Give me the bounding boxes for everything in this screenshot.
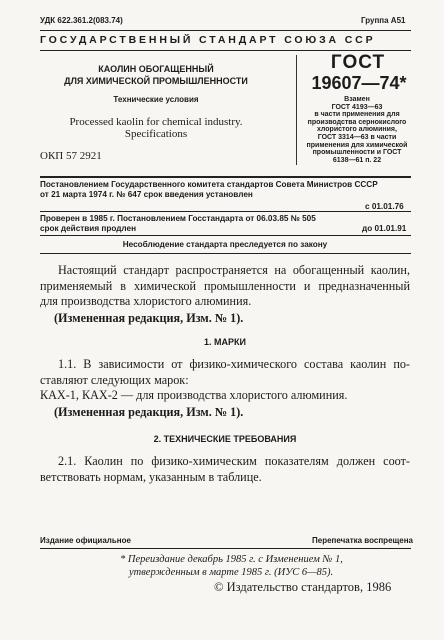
title-divider — [296, 55, 297, 165]
standard-banner: ГОСУДАРСТВЕННЫЙ СТАНДАРТ СОЮЗА ССР — [40, 34, 376, 46]
section-1-heading: 1. МАРКИ — [204, 337, 246, 347]
replaces-line: ГОСТ 3314—63 в части — [317, 133, 397, 141]
decree-line-1: Постановлением Государственного комитета стандартов Совета Министров СССР — [40, 180, 378, 189]
intro-paragraph — [40, 263, 410, 310]
title-subtitle: Технические условия — [113, 95, 199, 104]
publisher-copyright: © Издательство стандартов, 1986 — [214, 580, 392, 594]
paragraph-line: КАХ-1, КАХ-2 — для производства хлористого алюминия. — [40, 388, 348, 403]
footer-rule — [40, 548, 411, 549]
title-line-1: КАОЛИН ОБОГАЩЕННЫЙ — [98, 64, 214, 74]
law-warning: Несоблюдение стандарта преследуется по закону — [122, 240, 328, 249]
decree-bottom-rule — [40, 235, 411, 236]
decree-date-2: до 01.01.91 — [362, 224, 407, 233]
replaces-line: 6138—61 п. 22 — [332, 156, 382, 164]
paragraph-line: ветствовать нормам, указанным в таблице. — [40, 469, 262, 484]
decree-date-1: с 01.01.76 — [365, 202, 404, 211]
paragraph-line: для производства хлористого алюминия. — [40, 294, 252, 309]
replaces-line: промышленности и ГОСТ — [312, 149, 402, 157]
paragraph-line: 1.1. В зависимости от физико-химического состава каолин по- — [58, 357, 410, 371]
title-line-2: ДЛЯ ХИМИЧЕСКОЙ ПРОМЫШЛЕННОСТИ — [64, 76, 248, 86]
section-1-paragraph — [40, 357, 410, 404]
paragraph-line: 2.1. Каолин по физико-химическим показателям должен соот- — [58, 454, 410, 468]
reprint-footnote — [120, 553, 343, 579]
header-rule-top — [40, 30, 411, 31]
footnote-line: утвержденным в марте 1985 г. (ИУС 6—85). — [129, 567, 334, 578]
udk-code: УДК 622.361.2(083.74) — [40, 16, 123, 25]
section-1-edition-note: (Измененная редакция, Изм. № 1). — [54, 405, 244, 419]
decree-divider — [40, 211, 411, 212]
replaces-note — [302, 96, 412, 164]
okp-code: ОКП 57 2921 — [40, 150, 102, 162]
replaces-line: ГОСТ 4193—63 — [331, 103, 383, 111]
group-code: Группа А51 — [361, 16, 406, 25]
decree-line-4: срок действия продлен — [40, 224, 137, 233]
replaces-line: в части применения для — [314, 111, 400, 119]
gost-label: ГОСТ — [330, 52, 386, 73]
section-2-paragraph — [40, 454, 410, 485]
section-2-heading: 2. ТЕХНИЧЕСКИЕ ТРЕБОВАНИЯ — [153, 434, 297, 444]
decree-rule — [40, 176, 411, 178]
replaces-line: производства сернокислого — [307, 118, 407, 126]
warning-rule — [40, 253, 411, 254]
decree-line-3: Проверен в 1985 г. Постановлением Госстандарта от 06.03.85 № 505 — [40, 214, 316, 223]
intro-edition-note: (Измененная редакция, Изм. № 1). — [54, 311, 244, 325]
header-rule-bottom — [40, 50, 411, 51]
footnote-line: * Переиздание декабрь 1985 г. с Изменением № 1, — [120, 554, 343, 565]
replaces-line: Взамен — [344, 96, 370, 103]
paragraph-line: Настоящий стандарт распространяется на обогащенный каолин, — [58, 263, 410, 277]
gost-number: 19607—74* — [311, 73, 407, 93]
title-english-2: Specifications — [124, 128, 188, 140]
paragraph-line: ставляют следующих марок: — [40, 372, 189, 387]
title-english-1: Processed kaolin for chemical industry. — [69, 116, 243, 128]
paragraph-line: применяемый в химической промышленности и предназначенный — [40, 278, 410, 293]
decree-line-2: от 21 марта 1974 г. № 647 срок введения установлен — [40, 190, 253, 199]
replaces-line: хлористого алюминия, — [317, 126, 397, 134]
reprint-prohibited-label: Перепечатка воспрещена — [312, 536, 413, 545]
replaces-line: применения для химической — [306, 141, 408, 149]
official-edition-label: Издание официальное — [40, 536, 131, 545]
